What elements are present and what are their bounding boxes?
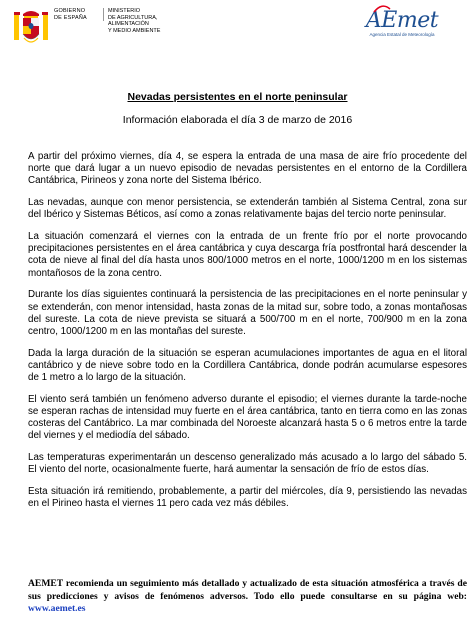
body-paragraph: A partir del próximo viernes, día 4, se espera la entrada de una masa de aire frío procedente del norte que dará lugar a un nuevo episodio de nevadas persistentes en el entorno de la Cordillera Cantábrica, Pirineos y zona norte del Sistema Ibérico. xyxy=(28,151,467,187)
aemet-website-link[interactable]: www.aemet.es xyxy=(28,603,86,614)
document-body xyxy=(28,151,467,520)
gov-line: GOBIERNO xyxy=(54,8,86,14)
footer-text: AEMET recomienda un seguimiento más detallado y actualizado de esta situación atmosférica a través de sus predicciones y avisos de fenómenos adversos. Todo ello puede consultarse en su página web: xyxy=(28,578,467,602)
body-paragraph: Durante los días siguientes continuará la persistencia de las precipitaciones en el norte peninsular y se extenderán, con menor intensidad, hasta zonas de la mitad sur, sobre todo, a zonas montañosas del sureste. La cota de nieve prevista se situará a 500/700 m en el norte, 700/900 m en la zona centro, 1000/1200 m en las montañas del sureste. xyxy=(28,289,467,337)
body-paragraph: Esta situación irá remitiendo, probablemente, a partir del miércoles, día 9, persistiendo las nevadas en el Pirineo hasta el viernes 11 pero cada vez más débiles. xyxy=(28,485,467,510)
ministry-line: DE AGRICULTURA, ALIMENTACIÓN xyxy=(108,14,158,27)
aemet-logo-subtitle: Agencia Estatal de Meteorología xyxy=(369,32,435,37)
spain-coat-of-arms-icon xyxy=(14,8,48,48)
document-header xyxy=(0,0,475,70)
aemet-logo xyxy=(357,8,447,37)
body-paragraph: Las nevadas, aunque con menor persistencia, se extenderán también al Sistema Central, zona sur del Ibérico y Sistemas Béticos, así como a zonas relativamente bajas del tercio norte peninsular. xyxy=(28,197,467,221)
gov-line: DE ESPAÑA xyxy=(54,14,87,21)
body-paragraph: La situación comenzará el viernes con la entrada de un frente frío por el norte provocando precipitaciones persistentes en el área cantábrica y cuya descarga fría postfrontal hará descender la cota de nieve al final del día hasta unos 800/1000 metros en el norte, 1000/1200 m en los sistemas montañosos de la zona centro. xyxy=(28,231,467,279)
ministry-line: Y MEDIO AMBIENTE xyxy=(108,27,161,34)
document-footer xyxy=(28,578,467,616)
government-logo xyxy=(14,8,188,48)
body-paragraph: Las temperaturas experimentarán un descenso generalizado más acusado a lo largo del sábado 5. El viento del norte, ocasionalmente fuerte, hará aumentar la sensación de frío de estos días. xyxy=(28,452,467,476)
ministry-line: MINISTERIO xyxy=(108,8,141,14)
government-label xyxy=(54,8,104,21)
aemet-logo-swoosh-icon xyxy=(373,4,391,14)
aemet-logo-text: AEmet xyxy=(365,8,439,33)
ministry-label xyxy=(108,8,188,34)
document-title: Nevadas persistentes en el norte peninsular xyxy=(127,91,348,103)
document-subtitle: Información elaborada el día 3 de marzo de 2016 xyxy=(122,114,353,126)
body-paragraph: Dada la larga duración de la situación se esperan acumulaciones importantes de agua en el litoral cantábrico y de nieve sobre todo en la Cordillera Cantábrica, donde podrán acumularse espesores de 1 metro a lo largo de la situación. xyxy=(28,347,467,384)
aemet-logo-wordmark xyxy=(357,8,447,33)
body-paragraph: El viento será también un fenómeno adverso durante el episodio; el viernes durante la tarde-noche se esperan rachas de intensidad muy fuerte en el área cantábrica, tanto en tierra como en las zonas costeras del Cantábrico. La mar combinada del Noroeste alcanzará hasta 5 o 6 metros entre la tarde del viernes y el mediodía del sábado. xyxy=(28,393,467,442)
